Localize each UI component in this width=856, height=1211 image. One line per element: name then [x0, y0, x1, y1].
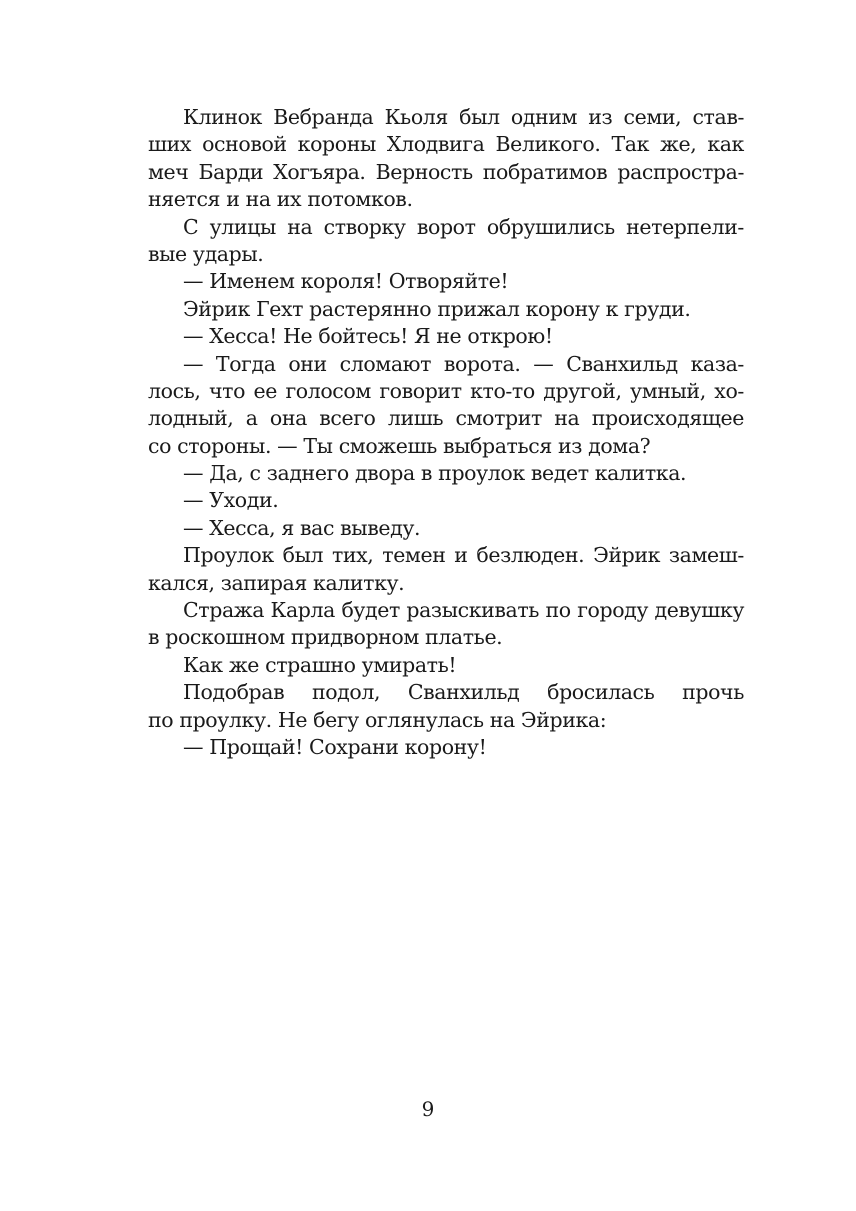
word: кто-то: [470, 378, 535, 403]
word: Подобрав: [183, 680, 285, 705]
word: Карла: [270, 598, 335, 623]
word: как: [707, 132, 744, 157]
word: — Уходи.: [183, 488, 279, 513]
text-line: [148, 597, 744, 624]
word: подол,: [311, 680, 381, 705]
word: из: [588, 105, 613, 129]
text-line: [148, 241, 744, 268]
word: голосом: [285, 378, 371, 403]
word: ворот: [416, 214, 476, 239]
text-line: [148, 214, 744, 241]
word: — Прощай! Сохрани корону!: [183, 734, 487, 759]
word: Великого.: [495, 132, 601, 157]
word: побратимов: [482, 159, 608, 184]
word: бросилась: [547, 680, 655, 705]
word: распростра-: [617, 159, 744, 184]
word: Клинок: [183, 105, 262, 129]
word: ворота.: [443, 351, 521, 376]
paragraph: [148, 296, 744, 323]
word: Сванхильд: [566, 351, 678, 376]
word: став-: [692, 105, 744, 129]
paragraph: [148, 597, 744, 652]
word: разыскивать: [406, 598, 540, 623]
text-line: [148, 679, 744, 706]
text-line: [148, 268, 744, 295]
paragraph: [148, 460, 744, 487]
paragraph: [148, 351, 744, 461]
text-line: [148, 652, 744, 679]
text-line: [148, 734, 744, 761]
word: тих,: [331, 543, 374, 568]
word: же,: [660, 132, 697, 157]
word: был: [459, 105, 500, 129]
word: говорит: [379, 378, 462, 403]
word: Так: [611, 132, 649, 157]
word: короны: [297, 132, 376, 157]
word: лишь: [387, 406, 444, 431]
text-line: [148, 378, 744, 405]
word: лодный,: [148, 406, 234, 431]
text-line: [148, 405, 744, 432]
word: по проулку. Не бегу оглянулась на Эйрика:: [148, 707, 607, 732]
word: они: [288, 351, 327, 376]
word: С: [183, 214, 199, 239]
paragraph: [148, 515, 744, 542]
text-line: [148, 186, 744, 213]
word: безлюден.: [476, 543, 585, 568]
word: Хлодвига: [386, 132, 485, 157]
paragraph: [148, 487, 744, 514]
word: — Хесса, я вас выведу.: [183, 515, 421, 540]
word: Эйрик: [593, 543, 661, 568]
word: Стража: [183, 598, 265, 623]
word: городу: [577, 598, 649, 623]
word: —: [533, 351, 554, 376]
text-line: [148, 460, 744, 487]
text-line: [148, 707, 744, 734]
text-line: [148, 323, 744, 350]
word: всего: [319, 406, 376, 431]
paragraph: [148, 652, 744, 679]
word: лось,: [148, 378, 201, 403]
text-line: [148, 351, 744, 378]
word: Тогда: [215, 351, 276, 376]
word: Проулок: [183, 543, 274, 568]
word: Как же страшно умирать!: [183, 652, 457, 677]
word: Сванхильд: [407, 680, 520, 705]
word: нетерпели-: [626, 214, 744, 239]
word: Хогъяра.: [273, 159, 366, 184]
word: — Хесса! Не бойтесь! Я не открою!: [183, 324, 553, 349]
word: — Да, с заднего двора в проулок ведет калитка.: [183, 461, 687, 486]
word: основой: [202, 132, 287, 157]
word: няется и на их потомков.: [148, 187, 413, 212]
word: она: [269, 406, 307, 431]
word: Верность: [375, 159, 473, 184]
word: замеш-: [668, 543, 744, 568]
paragraph: [148, 542, 744, 597]
word: и: [454, 543, 468, 568]
word: кался, запирая калитку.: [148, 570, 405, 595]
word: сломают: [339, 351, 432, 376]
word: створку: [323, 214, 406, 239]
word: Эйрик Гехт растерянно прижал корону к груди.: [183, 296, 691, 321]
page-number: 9: [421, 1097, 435, 1121]
word: будет: [341, 598, 400, 623]
word: смотрит: [455, 406, 542, 431]
word: Кьоля: [384, 105, 448, 129]
word: вые удары.: [148, 241, 264, 266]
word: —: [183, 351, 204, 376]
word: Барди: [198, 159, 264, 184]
word: был: [282, 543, 324, 568]
word: прочь: [682, 680, 744, 705]
text-line: [148, 570, 744, 597]
text-line: [148, 104, 744, 131]
word: по: [545, 598, 571, 623]
text-line: [148, 542, 744, 569]
word: каза-: [690, 351, 744, 376]
text-line: [148, 433, 744, 460]
paragraph: [148, 323, 744, 350]
word: семи,: [623, 105, 682, 129]
body-text: [148, 104, 744, 761]
word: ших: [148, 132, 192, 157]
word: в роскошном придворном платье.: [148, 625, 503, 650]
text-line: [148, 296, 744, 323]
paragraph: [148, 104, 744, 214]
text-line: [148, 515, 744, 542]
text-line: [148, 159, 744, 186]
word: темен: [382, 543, 446, 568]
word: происходящее: [591, 406, 744, 431]
word: — Именем короля! Отворяйте!: [183, 269, 509, 294]
paragraph: [148, 214, 744, 269]
word: со стороны. — Ты сможешь выбраться из дома?: [148, 433, 651, 458]
word: обрушились: [486, 214, 615, 239]
word: ее: [253, 378, 277, 403]
word: одним: [510, 105, 578, 129]
word: на: [554, 406, 580, 431]
word: хо-: [714, 378, 744, 403]
word: на: [287, 214, 313, 239]
text-line: [148, 624, 744, 651]
paragraph: [148, 679, 744, 734]
text-line: [148, 131, 744, 158]
word: меч: [148, 159, 189, 184]
word: умный,: [630, 378, 706, 403]
word: Вебранда: [273, 105, 374, 129]
text-line: [148, 487, 744, 514]
word: а: [245, 406, 258, 431]
paragraph: [148, 734, 744, 761]
word: что: [209, 378, 246, 403]
paragraph: [148, 268, 744, 295]
word: улицы: [209, 214, 276, 239]
word: другой,: [543, 378, 622, 403]
word: девушку: [654, 598, 744, 623]
